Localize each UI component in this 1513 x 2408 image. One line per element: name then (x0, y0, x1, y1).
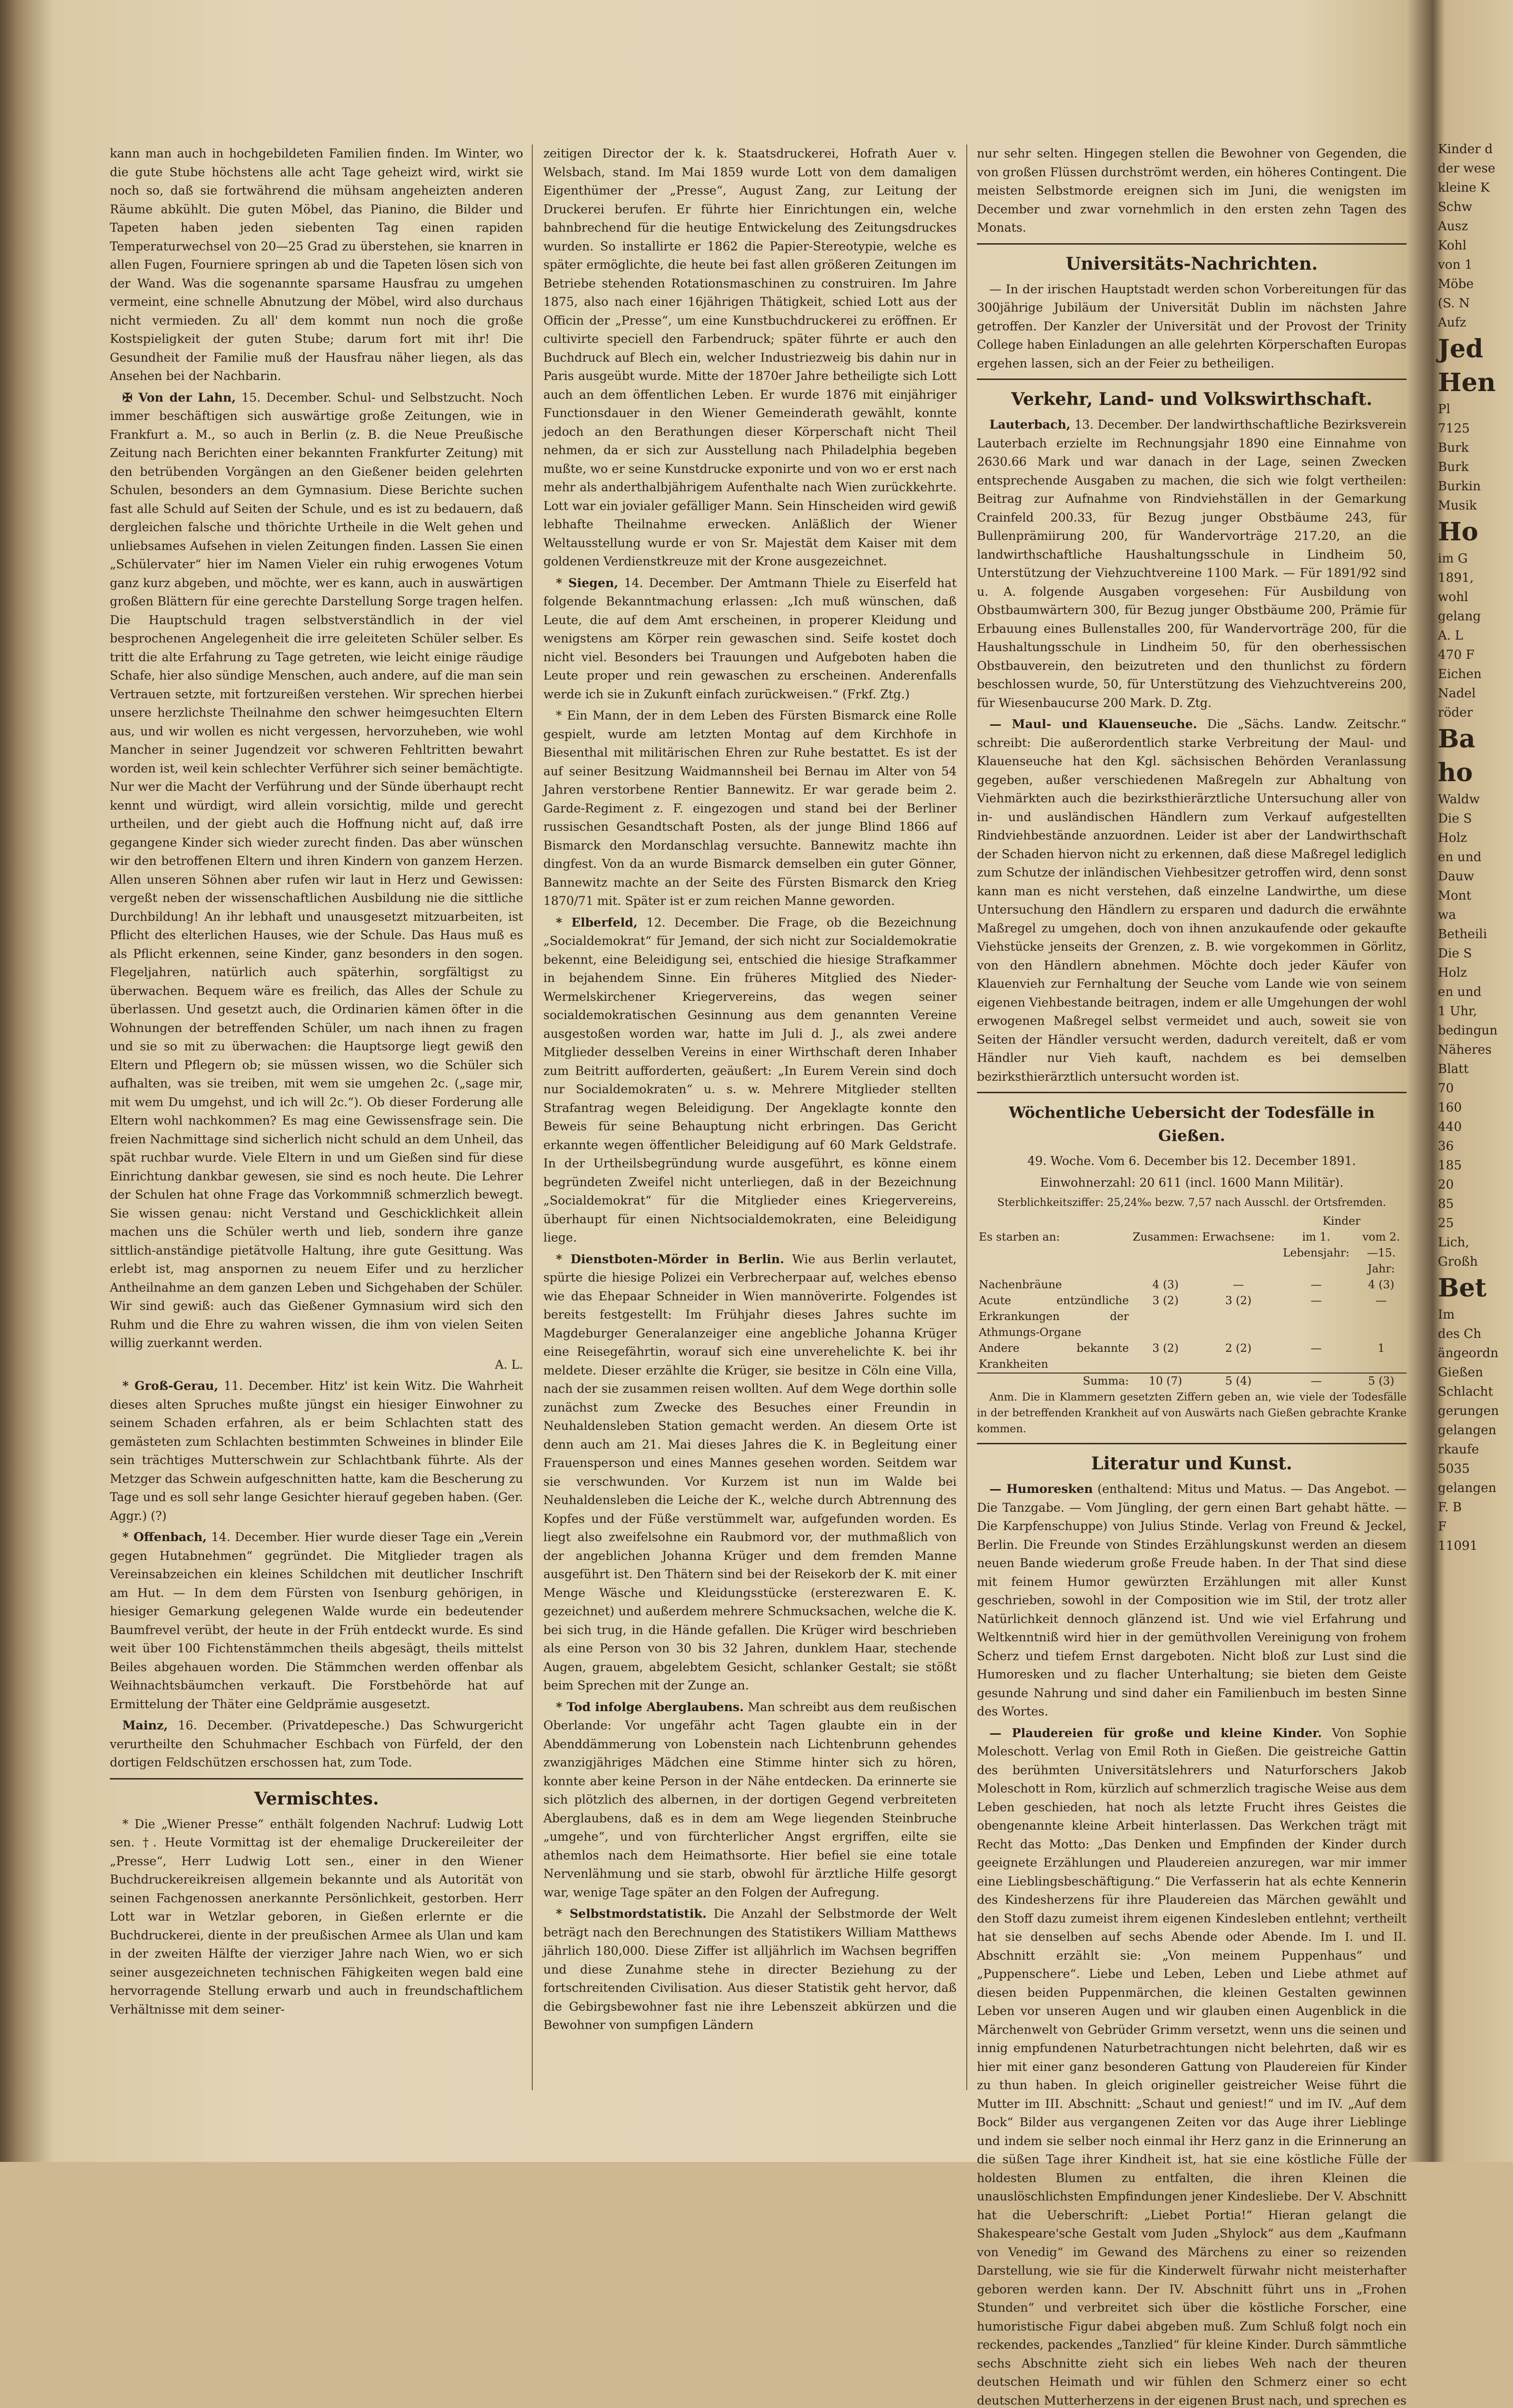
column-header: im 1. Lebensjahr: (1276, 1230, 1356, 1277)
column-3 (977, 144, 1407, 2061)
strip-text-line: Ausz (1438, 217, 1513, 236)
article-maul-klauenseuche (977, 715, 1407, 1086)
strip-text-line: en und (1438, 848, 1513, 867)
strip-text-line: des Ch (1438, 1324, 1513, 1344)
strip-text-line: 7125 (1438, 419, 1513, 438)
table-cell: 4 (3) (1356, 1277, 1407, 1293)
article-lauterbach (977, 416, 1407, 712)
signature: A. L. (110, 1356, 523, 1374)
strip-text-line: Ho (1438, 515, 1513, 549)
column-divider (966, 144, 967, 2090)
article-body: 11. December. Hitz' ist kein Witz. Die Wahrheit dieses alten Spruches mußte jüngst ein hiesiger Einwohner zu seinem Schaden erfahren, als er beim Schlachten statt des gemästeten zum Schlachten bestimmten Schweines in blinder Eile sein trächtiges Mutterschwein zur Schlachtbank führte. Als der Metzger das Schwein aufgeschnitten hatte, kam die Bescherung zu Tage und es soll sehr lange Gesichter hierauf gegeben haben. (Ger. Aggr.) (?) (110, 1379, 523, 1523)
article-offenbach (110, 1528, 523, 1714)
strip-text-line: 1 Uhr, (1438, 1002, 1513, 1021)
source-note: D. Ztg. (1170, 696, 1211, 710)
death-statistics-table (977, 1214, 1407, 1389)
strip-text-line: Nadel (1438, 684, 1513, 703)
strip-text-line: 20 (1438, 1175, 1513, 1194)
strip-text-line: F. B (1438, 1498, 1513, 1517)
article-head: — Maul- und Klauenseuche. (989, 717, 1197, 731)
strip-text-line: Lich, (1438, 1233, 1513, 1252)
table-row (977, 1341, 1407, 1373)
divider (977, 379, 1407, 380)
table-row (977, 1277, 1407, 1293)
article-selbstmordstatistik (543, 1905, 957, 2035)
table-row (977, 1293, 1407, 1341)
paragraph: zeitigen Director der k. k. Staatsdruckerei, Hofrath Auer v. Welsbach, stand. Im Mai 1859 wurde Lott von dem damaligen Eigenthümer der „Presse“, August Zang, zur Leitung der Druckerei berufen. Er führte hier Einrichtungen ein, welche bahnbrechend für die heutige Entwickelung des Zeitungsdruckes wurden. So installirte er 1862 die Papier-Stereotypie, welche es später ermöglichte, die heute bei fast allen größeren Zeitungen im Betriebe stehenden Rotationsmaschinen zu construiren. Im Jahre 1875, also nach einer 16jährigen Thätigkeit, schied Lott aus der Officin der „Presse“, um eine Kunstbuchdruckerei zu eröffnen. Er cultivirte speciell den Farbendruck; später führte er auch den Buchdruck auf Blech ein, welcher Industriezweig bis dahin nur in Paris ausgeübt wurde. Mitte der 1870er Jahre betheiligte sich Lott auch an dem öffentlichen Leben. Er wurde 1876 mit einjähriger Functionsdauer in den Wiener Gemeinderath gewählt, konnte jedoch an den Berathungen dieser Körperschaft nicht Theil nehmen, da er sich zur Ausstellung nach Philadelphia begeben mußte, wo er seine Kunstdrucke exponirte und von wo er erst nach mehr als anderthalbjährigem Aufenthalte nach Wien zurückkehrte. Lott war ein jovialer gefälliger Mann. Sein Hinscheiden wird gewiß lebhafte Theilnahme erwecken. Anläßlich der Wiener Weltausstellung wurde er von Sr. Majestät dem Kaiser mit dem goldenen Verdienstkreuze mit der Krone ausgezeichnet. (543, 144, 957, 571)
article-head: * Tod infolge Aberglaubens. (556, 1700, 744, 1714)
strip-text-line: A. L (1438, 626, 1513, 645)
strip-text-line: Näheres (1438, 1040, 1513, 1060)
article-lott: * Die „Wiener Presse“ enthält folgenden Nachruf: Ludwig Lott sen. †. Heute Vormittag ist der ehemalige Druckereileiter der „Presse“, Herr Ludwig Lott sen., einer in den Wiener Buchdruckereikreisen allgemein bekannte und als Autorität von seinen Fachgenossen anerkannte Persönlichkeit, gestorben. Herr Lott war in Wetzlar geboren, in Gießen erlernte er die Buchdruckerei, diente in der preußischen Armee als Ulan und kam in der zweiten Hälfte der vierziger Jahre nach Wien, wo er sich seiner ausgezeichneten technischen Fähigkeiten wegen bald eine hervorragende Stellung erwarb und auch in freundschaftlichem Verhältnisse mit dem seiner- (110, 1815, 523, 2019)
article-head: Mainz, (122, 1718, 168, 1732)
strip-text-line: Großh (1438, 1252, 1513, 1271)
article-body: 13. December. Der landwirthschaftliche Bezirksverein Lauterbach erzielte im Rechnungsjahr 1890 eine Einnahme von 2630.66 Mark und war danach in der Lage, seinen Zwecken entsprechende Ausgaben zu machen, die sich wie folgt vertheilen: Beitrag zur Aufnahme von Rindviehställen in der Gemarkung Crainfeld 200.33, für Bezug junger Obstbäume 243, für Bullenprämiirung 200, für Wandervorträge 217.20, an die landwirthschaftliche Haushaltungsschule in Lindheim 50, Unterstützung der Viehzuchtvereine 1100 Mark. — Für 1891/92 sind u. A. folgende Ausgaben vorgesehen: Für Ausbildung von Obstbaumwärtern 300, für Bezug junger Obstbäume 200, Prämie für Erbauung eines Bullenstalles 200, für Wandervorträge 200, für die Haushaltungsschule in Lindheim 50, für den oberhessischen Obstbauverein, den beizutreten und den thunlichst zu fördern beschlossen wurde, 50, für Unterstützung des Viehzuchtvereins 200, für Wiesenbaucurse 200 Mark. (977, 418, 1407, 710)
table-cell: — (1356, 1293, 1407, 1341)
article-head: * Selbstmordstatistik. (556, 1907, 707, 1921)
table-note: Anm. Die in Klammern gesetzten Ziffern geben an, wie viele der Todesfälle in der betreffenden Krankheit auf von Auswärts nach Gießen gebrachte Kranke kommen. (977, 1389, 1407, 1437)
strip-text-line: Die S (1438, 809, 1513, 828)
article-von-der-lahn (110, 389, 523, 1353)
strip-text-line: im G (1438, 549, 1513, 568)
article-gross-gerau (110, 1377, 523, 1525)
divider (977, 1092, 1407, 1093)
strip-text-line: 160 (1438, 1098, 1513, 1117)
article-body: Wie aus Berlin verlautet, spürte die hiesige Polizei ein Verbrecherpaar auf, welches ebenso wie das Ehepaar Schneider in Wien mannöverirte. Folgendes ist bereits festgestellt: Im Frühjahr dieses Jahres suchte im Magdeburger Generalanzeiger eine angebliche Johanna Krüger eine Reisegefährtin, worauf sich eine unverehelichte K. bei ihr meldete. Dieser erzählte die Krüger, sie besitze in Cöln eine Villa, nach der sie zusammen reisen wollten. Auf dem Wege dorthin solle zunächst zum Zwecke des Besuches einer Freundin in Neuhaldensleben Station gemacht werden. An diesem Orte ist denn auch am 21. Mai dieses Jahres die K. in Begleitung einer Frauensperson und eines Mannes gesehen worden. Seitdem war sie verschwunden. Vor Kurzem ist nun im Walde bei Neuhaldensleben die Leiche der K., welche durch Abtrennung des Kopfes und der Füße verstümmelt war, aufgefunden worden. Es liegt also zweifelsohne ein Raubmord vor, der muthmaßlich von der angeblichen Johanna Krüger und dem fremden Manne ausgeführt ist. Den Thätern sind bei der Reisekorb der K. mit einer Menge Wäsche und Kleidungsstücke (ersterezwaren E. K. gezeichnet) und außerdem mehrere Schmucksachen, welche die K. bei sich trug, in die Hände gefallen. Die Krüger wird beschrieben als eine Person von 30 bis 32 Jahren, dunklem Haar, stechende Augen, grauem, abgelebtem Gesicht, schlanker Gestalt; sie stößt beim Sprechen mit der Zunge an. (543, 1252, 957, 1693)
strip-text-line: 25 (1438, 1214, 1513, 1233)
column-header: Es starben an: (977, 1230, 1131, 1277)
section-heading-verkehr: Verkehr, Land- und Volkswirthschaft. (977, 388, 1407, 411)
column-1 (110, 144, 523, 2052)
strip-text-line: gelangen (1438, 1421, 1513, 1440)
article-bannewitz: * Ein Mann, der in dem Leben des Fürsten Bismarck eine Rolle gespielt, wurde am letzten Montag auf dem Kirchhofe in Biesenthal mit militärischen Ehren zur Ruhe bestattet. Es ist der auf seiner Besitzung Waidmannsheil bei Bernau im Alter von 54 Jahren verstorbene Rentier Bannewitz. Er war gerade beim 2. Garde-Regiment z. F. eingezogen und stand bei der Berliner russischen Gesandtschaft Posten, als der junge Blind 1866 auf Bismarck den Mordanschlag versuchte. Bannewitz machte ihn dingfest. Von da an wurde Bismarck demselben ein guter Gönner, Bannewitz machte an der Seite des Fürsten Bismarck den Krieg 1870/71 mit. Später ist er zum reichen Manne geworden. (543, 707, 957, 911)
strip-text-line: Die S (1438, 944, 1513, 963)
strip-text-line: (S. N (1438, 294, 1513, 313)
paragraph: nur sehr selten. Hingegen stellen die Bewohner von Gegenden, die von großen Flüssen durchströmt werden, ein höheres Contingent. Die meisten Selbstmorde ereignen sich im Juni, die wenigsten im December und zwar vornehmlich in den ersten zehn Tagen des Monats. (977, 144, 1407, 237)
strip-text-line: Hen (1438, 366, 1513, 400)
table-cell: — (1276, 1293, 1356, 1341)
strip-text-line: Kohl (1438, 236, 1513, 255)
divider (110, 1778, 523, 1780)
strip-text-line: Holz (1438, 828, 1513, 848)
article-body: Die Anzahl der Selbstmorde der Welt beträgt nach den Berechnungen des Statistikers William Matthews jährlich 180,000. Diese Ziffer ist alljährlich im Wachsen begriffen und diese Zunahme stehe in directer Beziehung zu der fortschreitenden Civilisation. Aus dieser Statistik geht hervor, daß die Gebirgsbewohner fast nie ihre Lebenszeit abkürzen und die Bewohner von sumpfigen Ländern (543, 1907, 957, 2032)
strip-text-line: Gießen (1438, 1363, 1513, 1382)
strip-text-line: rkaufe (1438, 1440, 1513, 1459)
strip-text-line: 440 (1438, 1117, 1513, 1137)
table-header-row (977, 1230, 1407, 1277)
article-head: * Groß-Gerau, (122, 1379, 218, 1393)
strip-text-line: Ba (1438, 722, 1513, 756)
table-cell: Nachenbräune (977, 1277, 1131, 1293)
table-cell: 10 (7) (1131, 1373, 1200, 1389)
strip-text-line: Jed (1438, 332, 1513, 366)
section-heading-literatur: Literatur und Kunst. (977, 1452, 1407, 1475)
table-cell: — (1276, 1373, 1356, 1389)
mortality-line: Sterblichkeitsziffer: 25,24‰ bezw. 7,57 nach Ausschl. der Ortsfremden. (977, 1195, 1407, 1211)
strip-text-line: Holz (1438, 963, 1513, 982)
strip-text-line: Möbe (1438, 275, 1513, 294)
table-cell: 3 (2) (1131, 1341, 1200, 1373)
article-dublin: — In der irischen Hauptstadt werden schon Vorbereitungen für das 300jährige Jubiläum der Universität Dublin im nächsten Jahre getroffen. Der Kanzler der Universität und der Provost der Trinity College haben Einladungen an alle gelehrten Körperschaften Europas ergehen lassen, sich an der Feier zu betheiligen. (977, 280, 1407, 373)
article-head: * Elberfeld, (556, 916, 638, 929)
strip-text-line: 70 (1438, 1079, 1513, 1098)
strip-text-line: 5035 (1438, 1459, 1513, 1479)
week-line: 49. Woche. Vom 6. December bis 12. December 1891. (977, 1152, 1407, 1171)
table-cell: 2 (2) (1200, 1341, 1276, 1373)
adjacent-page-strip (1438, 140, 1513, 2124)
strip-text-line: Blatt (1438, 1060, 1513, 1079)
article-head: ✠ Von der Lahn, (122, 391, 236, 405)
article-head: * Siegen, (556, 576, 618, 590)
table-cell: — (1276, 1277, 1356, 1293)
article-plaudereien (977, 1724, 1407, 2408)
strip-text-line: Schw (1438, 197, 1513, 217)
strip-text-line: gelang (1438, 607, 1513, 626)
article-head: Lauterbach, (989, 418, 1070, 432)
article-humoresken (977, 1480, 1407, 1721)
strip-text-line: röder (1438, 703, 1513, 722)
article-aberglaube (543, 1698, 957, 1902)
strip-text-line: Im (1438, 1305, 1513, 1324)
strip-text-line: wohl (1438, 588, 1513, 607)
table-cell: 5 (4) (1200, 1373, 1276, 1389)
strip-text-line: Eichen (1438, 665, 1513, 684)
column-header: vom 2.—15. Jahr: (1356, 1230, 1407, 1277)
strip-text-line: gelangen (1438, 1479, 1513, 1498)
column-2 (543, 144, 957, 2090)
strip-text-line: 36 (1438, 1137, 1513, 1156)
article-elberfeld (543, 914, 957, 1247)
strip-text-line: 185 (1438, 1156, 1513, 1175)
population-line: Einwohnerzahl: 20 611 (incl. 1600 Mann Militär). (977, 1174, 1407, 1192)
strip-text-line: von 1 (1438, 255, 1513, 275)
strip-text-line: 85 (1438, 1194, 1513, 1214)
strip-text-line: Burk (1438, 458, 1513, 477)
article-head: — Humoresken (989, 1482, 1093, 1496)
column-header: Zusammen: (1131, 1230, 1200, 1277)
column-header: Erwachsene: (1200, 1230, 1276, 1277)
table-cell: Acute entzündliche Erkrankungen der Athmungs-Organe (977, 1293, 1131, 1341)
strip-text-line: bedingun (1438, 1021, 1513, 1040)
strip-text-line: Musik (1438, 496, 1513, 515)
table-cell: 3 (2) (1200, 1293, 1276, 1341)
strip-text-line: 1891, (1438, 568, 1513, 588)
table-cell: Andere bekannte Krankheiten (977, 1341, 1131, 1373)
section-heading-universitaet: Universitäts-Nachrichten. (977, 252, 1407, 275)
column-divider (532, 144, 533, 2090)
strip-text-line: Betheili (1438, 925, 1513, 944)
strip-text-line: 470 F (1438, 645, 1513, 665)
section-heading-vermischtes: Vermischtes. (110, 1787, 523, 1810)
article-body: Man schreibt aus dem reußischen Oberlande: Vor ungefähr acht Tagen glaubte ein in der Abenddämmerung von Lobenstein nach Lichtenbrunn gehendes zwanzigjähriges Mädchen eine Stimme hinter sich zu hören, konnte aber keine Person in der Nähe entdecken. Da erinnerte sie sich plötzlich des albernen, in der dortigen Gegend verbreiteten Aberglaubens, daß es in dem am Wege liegenden Steinbruche „umgehe“, und von fürchterlicher Angst ergriffen, eilte sie athemlos nach dem Heimathsorte. Hier befiel sie eine totale Nervenlähmung und sie starb, obwohl für ärztliche Hilfe gesorgt war, wenige Tage später an den Folgen der Aufregung. (543, 1700, 957, 1899)
strip-text-line: gerungen (1438, 1401, 1513, 1421)
article-dienstboten-moerder (543, 1250, 957, 1695)
article-body: Von Sophie Moleschott. Verlag von Emil Roth in Gießen. Die geistreiche Gattin des berühmten Universitätslehrers und Naturforschers Jakob Moleschott in Rom, kürzlich auf schmerzlich tragische Weise aus dem Leben geschieden, hat noch als letzte Frucht ihres Geistes die obengenannte kleine Arbeit hinterlassen. Das Werkchen trägt mit Recht das Motto: „Das Denken und Empfinden der Kinder durch geeignete Erzählungen und Plaudereien anzuregen, war mir immer eine Lieblingsbeschäftigung.“ Die Verfasserin hat als echte Kennerin des Kindesherzens für ihre Plaudereien das Märchen gewählt und den Stoff dazu zumeist ihrem eigenen Kindesleben entlehnt; vertheilt hat sie denselben auf sechs Abende oder Abende. Im I. und II. Abschnitt erzählt sie: „Von meinem Puppenhaus“ und „Puppenschere“. Liebe und Leben, Leben und Liebe athmet auf diesen beiden Puppenmärchen, die kleinen Gestalten gewinnen Leben vor unseren Augen und wir glauben einen Augenblick in die Märchenwelt von Gebrüder Grimm versetzt, wenn uns die seinen und innig empfundenen Naturbetrachtungen nicht belehrten, daß wir es hier mit einer ganz besonderen Gattung von Plaudereien für Kinder zu thun haben. In gleich origineller geistreicher Weise führt die Mutter im III. Abschnitt: „Schaut und geniest!“ und im IV. „Auf dem Bock“ Bilder aus vergangenen Zeiten vor das Auge ihrer Lieblinge und indem sie selber noch einmal ihr Herz ganz in die Erinnerung an die süßen Tage ihrer Kindheit ist, hat sie eine köstliche Fülle der holdesten Blumen zu entfalten, die ihren Kleinen die unauslöschlichsten Empfindungen jener Kindesliebe. Der V. Abschnitt hat die Ueberschrift: „Liebet Portia!“ Hieran gelangt die Shakespeare'sche Gestalt vom Juden „Shylock“ aus dem „Kaufmann von Venedig“ im Gewand des Märchens zu einer so reizenden Darstellung, wie sie für die Kinderwelt fürwahr nicht meisterhafter geboren werden kann. Der IV. Abschnitt führt uns in „Frohen Stunden“ und verbreitet sich über die köstliche Forscher, eine humoristische Figur dabei abgeben muß. Zum Schluß folgt noch ein reckendes, packendes „Tanzlied“ für kleine Kinder. Durch sämmtliche sechs Abschnitte zieht sich ein liebes Weh nach der theuren deutschen Heimath und wir fühlen den Schmerz einer so echt deutschen Mutterherzens in der eigenen Brust nach, und sprechen es (977, 1726, 1407, 2408)
strip-text-line: Aufz (1438, 313, 1513, 332)
strip-text-line: Pl (1438, 400, 1513, 419)
table-cell: 1 (1356, 1341, 1407, 1373)
strip-text-line: Burk (1438, 438, 1513, 458)
table-cell: 5 (3) (1356, 1373, 1407, 1389)
table-row (977, 1214, 1407, 1230)
article-head: * Dienstboten-Mörder in Berlin. (556, 1252, 784, 1266)
article-body: 16. December. (Privatdepesche.) Das Schwurgericht verurtheilte den Schuhmacher Eschbach von Fürfeld, der den dortigen Feldschützen erschossen hat, zum Tode. (110, 1718, 523, 1769)
table-cell: 4 (3) (1131, 1277, 1200, 1293)
strip-text-line: wa (1438, 905, 1513, 925)
divider (977, 1443, 1407, 1444)
article-body: 14. December. Hier wurde dieser Tage ein „Verein gegen Hutabnehmen“ gegründet. Die Mitglieder tragen als Vereinsabzeichen ein kleines Schildchen mit deutlicher Inschrift am Hut. — In dem dem Fürsten von Isenburg gehörigen, in hiesiger Gemarkung gelegenen Walde wurde ein bedeutender Baumfrevel verübt, der heute in der Früh entdeckt wurde. Es sind weit über 100 Fichtenstämmchen theils abgesägt, theils mittelst Beiles abgehauen worden. Die Stämmchen werden offenbar als Weihnachtsbäumchen verkauft. Die Forstbehörde hat auf Ermittelung der Thäter eine Geldprämie ausgesetzt. (110, 1530, 523, 1711)
table-cell: — (1200, 1277, 1276, 1293)
strip-text-line: en und (1438, 982, 1513, 1002)
strip-text-line: kleine K (1438, 178, 1513, 197)
table-total-row (977, 1373, 1407, 1389)
strip-text-line: 11091 (1438, 1536, 1513, 1556)
table-cell: Summa: (977, 1373, 1131, 1389)
article-body: (enthaltend: Mitus und Matus. — Das Angebot. — Die Tanzgabe. — Vom Jüngling, der gern einen Bart gehabt hätte. — Die Karpfenschuppe) von Julius Stinde. Verlag von Freund & Jeckel, Berlin. Die Freunde von Stindes Erzählungskunst werden an diesem neuen Bande wiederum große Freude haben. In der That sind diese mit feinem Humor gewürzten Erzählungen mit aller Kunst geschrieben, sowohl in der Composition wie im Stil, der trotz aller Natürlichkeit dennoch glänzend ist. Und wie viel Erfahrung und Weltkenntniß wird hier in der gemüthvollen Vereinigung von frohem Scherz und tiefem Ernst dargeboten. Nicht bloß zur Lust sind die Humoresken und zu flacher Unterhaltung; sie bieten dem Geiste gesunde Nahrung und sind daher ein Familienbuch im besten Sinne des Wortes. (977, 1482, 1407, 1718)
table-cell: — (1276, 1341, 1356, 1373)
strip-text-line: Bet (1438, 1271, 1513, 1305)
article-body: 14. December. Der Amtmann Thiele zu Eiserfeld hat folgende Bekanntmachung erlassen: „Ich muß wünschen, daß Leute, die auf dem Amt erscheinen, in properer Kleidung und wenigstens am Körper rein gewaschen sind. Seife kostet doch nicht viel. Besonders bei Trauungen und Aufgeboten haben die Leute proper und rein gewaschen zu erscheinen. Anderenfalls werde ich sie in Zukunft einfach zurückweisen.“ (543, 576, 957, 701)
article-body: 12. December. Die Frage, ob die Bezeichnung „Socialdemokrat“ für Jemand, der sich nicht zur Socialdemokratie bekennt, eine Beleidigung sei, entschied die hiesige Strafkammer in bejahendem Sinne. Ein früheres Mitglied des Nieder-Wermelskirchener Kriegervereins, das wegen seiner socialdemokratischen Gesinnung aus dem genannten Vereine ausgestoßen worden war, hatte im Juli d. J., als zwei andere Mitglieder desselben Vereins in einer Wirthschaft deren Inhaber zum Beitritt aufforderten, geäußert: „In Eurem Verein sind doch nur Socialdemokraten“ u. s. w. Mehrere Mitglieder stellten Strafantrag wegen Beleidigung. Der Angeklagte konnte den Beweis für seine Behauptung nicht erbringen. Das Gericht erkannte wegen öffentlicher Beleidigung auf 60 Mark Geldstrafe. In der Urtheilsbegründung wurde ausgeführt, es könne einem begründeten Zweifel nicht unterliegen, daß in der Bezeichnung „Socialdemokrat“ für die Mitglieder eines Kriegervereins, überhaupt für einen Nichtsocialdemokraten, eine Beleidigung liege. (543, 916, 957, 1245)
strip-text-line: F (1438, 1517, 1513, 1536)
strip-text-line: Burkin (1438, 477, 1513, 496)
strip-text-line: Kinder d (1438, 140, 1513, 159)
article-body: Die „Sächs. Landw. Zeitschr.“ schreibt: Die außerordentlich starke Verbreitung der Maul- und Klauenseuche hat den Kgl. sächsischen Behörden Veranlassung gegeben, außer verschiedenen Maßregeln zur Abhaltung von Viehmärkten auch die bezirksthierärztliche Untersuchung aller von in- und ausländischen Händlern zum Verkauf aufgestellten Rindviehbestände anzuordnen. Leider ist aber der Landwirthschaft der Schaden hiervon nicht zu erkennen, daß diese Maßregel lediglich zum Schutze der inländischen Viehbesitzer getroffen wird, denn sonst kann man es nicht verstehen, daß einzelne Landwirthe, um diese Untersuchung den Händlern zu ersparen und dadurch die erwähnte Maßregel zu umgehen, doch von ihnen anzukaufende oder gekaufte Viehstücke jenseits der Grenzen, z. B. wie vorgekommen in Görlitz, von den Händlern abnehmen. Möchte doch jeder Käufer von Klauenvieh zur Fernhaltung der Seuche vom Lande wie von seinem eigenen Viehbestande beitragen, indem er alle Umgehungen der wohl erwogenen Maßregel selbst vermeidet und auch, soweit sie von Seiten der Händler versucht werden, dadurch vereitelt, daß er vom Händler nur Vieh kauft, nachdem es bei demselben bezirksthierärztlich untersucht worden ist. (977, 717, 1407, 1084)
paragraph: kann man auch in hochgebildeten Familien finden. Im Winter, wo die gute Stube höchstens alle acht Tage geheizt wird, wirkt sie noch so, daß sie fortwährend die mühsam angeheizten anderen Räume abkühlt. Die guten Möbel, das Pianino, die Bilder und Tapeten haben jeden siebenten Tag einen rapiden Temperaturwechsel von 20—25 Grad zu überstehen, sie knarren in allen Fugen, Fourniere springen ab und die Tapeten lösen sich von der Wand. Was die sogenannte sparsame Hausfrau zu umgehen vermeint, eine schnelle Abnutzung der Möbel, wird also durchaus nicht vermieden. Zu all' dem kommt nun noch die große Kostspieligkeit der guten Stube; darum fort mit ihr! Die Gesundheit der Familie muß der Hausfrau näher liegen, als das Ansehen bei der Nachbarin. (110, 144, 523, 386)
section-heading-todesfaelle: Wöchentliche Uebersicht der Todesfälle in Gießen. (977, 1101, 1407, 1147)
strip-text-line: ängeordn (1438, 1344, 1513, 1363)
strip-text-line: ho (1438, 756, 1513, 790)
source-note: (Frkf. Ztg.) (842, 687, 910, 701)
strip-text-line: Dauw (1438, 867, 1513, 886)
article-siegen (543, 574, 957, 704)
table-cell: 3 (2) (1131, 1293, 1200, 1341)
table-group-header: Kinder (1276, 1214, 1407, 1230)
article-head: * Offenbach, (122, 1530, 207, 1544)
strip-text-line: der wese (1438, 159, 1513, 178)
strip-text-line: Schlacht (1438, 1382, 1513, 1401)
strip-text-line: Waldw (1438, 790, 1513, 809)
article-mainz (110, 1716, 523, 1772)
article-body: 15. December. Schul- und Selbstzucht. Noch immer beschäftigen sich auswärtige große Zeitungen, wie in Frankfurt a. M., so auch in Berlin (z. B. die Neue Preußische Zeitung nach Berichten einer bekannten Frankfurter Zeitung) mit den betrübenden Vorgängen an den Gießener beiden gelehrten Schulen, besonders an dem Gymnasium. Diese Berichte suchen fast alle Schuld auf Seiten der Schule, und es ist zu bedauern, daß dergleichen falsche und thörichte Urtheile in die Welt gehen und unliebsames Aufsehen in vielen Zeitungen finden. Lassen Sie einen „Schülervater“ hier im Namen Vieler ein ruhig erwogenes Votum ganz kurz abgeben, und möchte, wer es kann, auch in auswärtigen großen Blättern für eine gerechte Darstellung Sorge tragen helfen. Die Hauptschuld tragen selbstverständlich in der viel besprochenen Angelegenheit die irre geleiteten Schüler selber. Es tritt die alte Erfahrung zu Tage getreten, wie leicht einige räudige Schafe, hier also sündige Menschen, auch andere, auf die man sein Vertrauen setzte, mit fortzureißen verstehen. Wir sprechen hierbei unsere herzlichste Theilnahme den schwer heimgesuchten Eltern aus, und wir wollen es nicht vergessen, hervorzuheben, wie wohl Mancher in seiner Jugendzeit vor schweren Fehltritten bewahrt worden ist, weil kein schlechter Verführer sich seiner bemächtigte. Nur wer die Macht der Verführung und der Sünde überhaupt recht kennt und würdigt, wird allein vorsichtig, milde und gerecht urtheilen, und der giebt auch die Hoffnung nicht auf, daß irre gegangene Kinder sich wieder zurecht finden. Das aber wünschen wir den betroffenen Eltern und ihren Kindern von ganzem Herzen. Allen unseren Söhnen aber rufen wir laut in Herz und Gewissen: vergeßt neben der wissenschaftlichen Ausbildung nie die sittliche Durchbildung! An ihr lebhaft und unausgesetzt mitzuarbeiten, ist Pflicht des elterlichen Hauses, wie der Schule. Das Haus muß es als Pflicht erkennen, seine Kinder, ganz besonders in den sogen. Flegeljahren, natürlich auch späterhin, sorgfältigst zu überwachen. Bequem wäre es freilich, das Alles der Schule zu überlassen. Und gesetzt auch, die Ordinarien kämen öfter in die Wohnungen der betreffenden Schüler, um nach ihnen zu fragen und sie so mit zu überwachen: die Hauptsorge liegt gewiß den Eltern und Pflegern ob; sie müssen wissen, wo die Schüler sich aufhalten, was sie treiben, mit wem sie umgehen 2c. („sage mir, mit wem Du umgehst, und ich will 2c.“). Ob dieser Forderung alle Eltern wohl nachkommen? Es mag eine Gewissensfrage sein. Die freien Nachmittage sind sicherlich nicht schuld an dem Unheil, das spät ruchbar wurde. Viele Eltern in und um Gießen sind für diese Einrichtung dankbar gewesen, sie sind es noch heute. Die Lehrer der Schulen hat ohne Frage das Vorkommniß schmerzlich bewegt. Sie wissen genau: nicht Verstand und Geschicklichkeit allein machen uns die Schüler werth und lieb, sondern ihre ganze sittlich-anständige pietätvolle Haltung, ihre gute Gesittung. Was erlebt ist, mag anspornen zu neuem Eifer und zu herzlicher Antheilnahme an dem ganzen Leben und Sichgehaben der Schüler. Wir sind gewiß: auch das Gießener Gymnasium wird sich den Ruhm und die Ehre zu wahren wissen, die ihm von vielen Seiten willig zuerkannt werden. (110, 391, 523, 1350)
divider (977, 243, 1407, 245)
strip-text-line: Mont (1438, 886, 1513, 905)
article-head: — Plaudereien für große und kleine Kinder. (989, 1726, 1322, 1740)
